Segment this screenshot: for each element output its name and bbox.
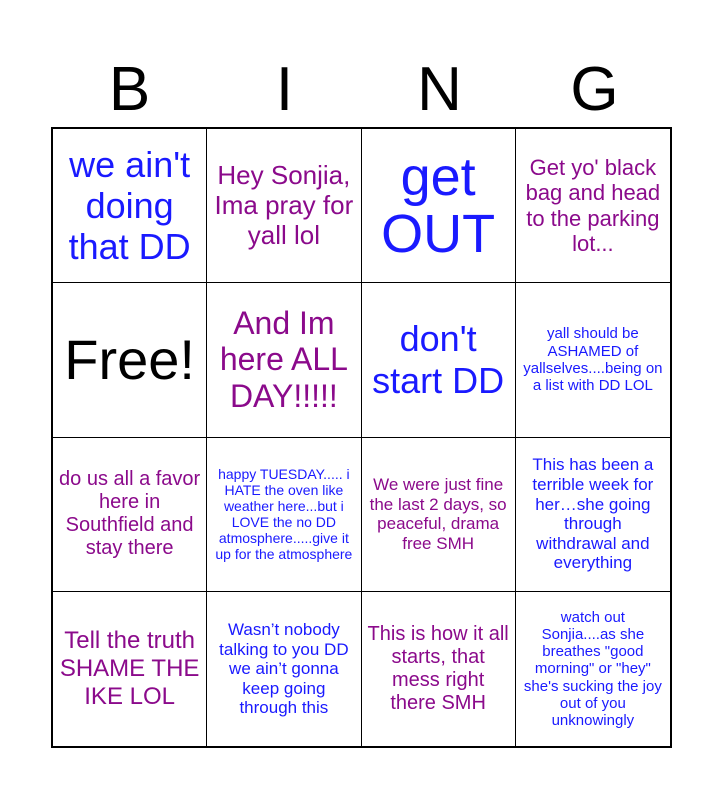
bingo-cell-r2-c3[interactable] <box>362 283 516 437</box>
bingo-cell-r3-c1[interactable] <box>53 438 207 592</box>
bingo-board <box>51 127 672 748</box>
bingo-cell-r4-c1[interactable] <box>53 592 207 746</box>
bingo-cell-r2-c4[interactable] <box>516 283 670 437</box>
bingo-cell-r4-c2[interactable] <box>207 592 361 746</box>
bingo-cell-text: This has been a terrible week for her…she going through withdrawal and everything <box>532 455 654 573</box>
bingo-cell-r1-c1[interactable] <box>53 129 207 283</box>
bingo-header <box>52 52 672 128</box>
bingo-cell-text: do us all a favor here in Southfield and stay there <box>59 468 201 560</box>
bingo-cell-text: We were just fine the last 2 days, so peaceful, drama free SMH <box>369 475 507 553</box>
bingo-cell-text: Hey Sonjia, Ima pray for yall lol <box>214 159 354 250</box>
bingo-cell-r1-c2[interactable] <box>207 129 361 283</box>
bingo-cell-r4-c4[interactable] <box>516 592 670 746</box>
bingo-cell-text: Tell the truth SHAME THE IKE LOL <box>59 627 200 710</box>
bingo-cell-r1-c4[interactable] <box>516 129 670 283</box>
bingo-cell-r3-c2[interactable] <box>207 438 361 592</box>
bingo-cell-text: This is how it all starts, that mess right there SMH <box>367 622 509 714</box>
header-letter-n: N <box>417 55 462 124</box>
bingo-cell-text: yall should be ASHAMED of yallselves....being on a list with DD LOL <box>523 325 663 395</box>
bingo-cell-text: get OUT <box>381 146 496 264</box>
bingo-cell-text: Wasn’t nobody talking to you DD we ain’t gonna keep going through this <box>219 620 349 718</box>
bingo-cell-text: we ain't doing that DD <box>68 143 191 268</box>
header-letter-g: G <box>570 55 619 124</box>
bingo-cell-text: Get yo' black bag and head to the parking lot... <box>525 155 661 256</box>
bingo-cell-r3-c4[interactable] <box>516 438 670 592</box>
bingo-cell-text: don't start DD <box>372 318 505 401</box>
bingo-cell-r1-c3[interactable] <box>362 129 516 283</box>
bingo-cell-text: Free! <box>64 327 195 391</box>
bingo-cell-r3-c3[interactable] <box>362 438 516 592</box>
header-letter-b: B <box>108 55 151 124</box>
bingo-cell-r2-c2[interactable] <box>207 283 361 437</box>
header-letter-i: I <box>275 55 294 124</box>
bingo-cell-text: watch out Sonjia....as she breathes "good morning" or "hey" she's sucking the joy out of you unknowingly <box>523 608 662 729</box>
bingo-cell-text: And Im here ALL DAY!!!!! <box>219 304 348 415</box>
bingo-cell-r4-c3[interactable] <box>362 592 516 746</box>
bingo-cell-text: happy TUESDAY..... i HATE the oven like weather here...but i LOVE the no DD atmosphere.....give it up for the atmosphere <box>215 465 353 563</box>
bingo-cell-free[interactable] <box>53 283 207 437</box>
